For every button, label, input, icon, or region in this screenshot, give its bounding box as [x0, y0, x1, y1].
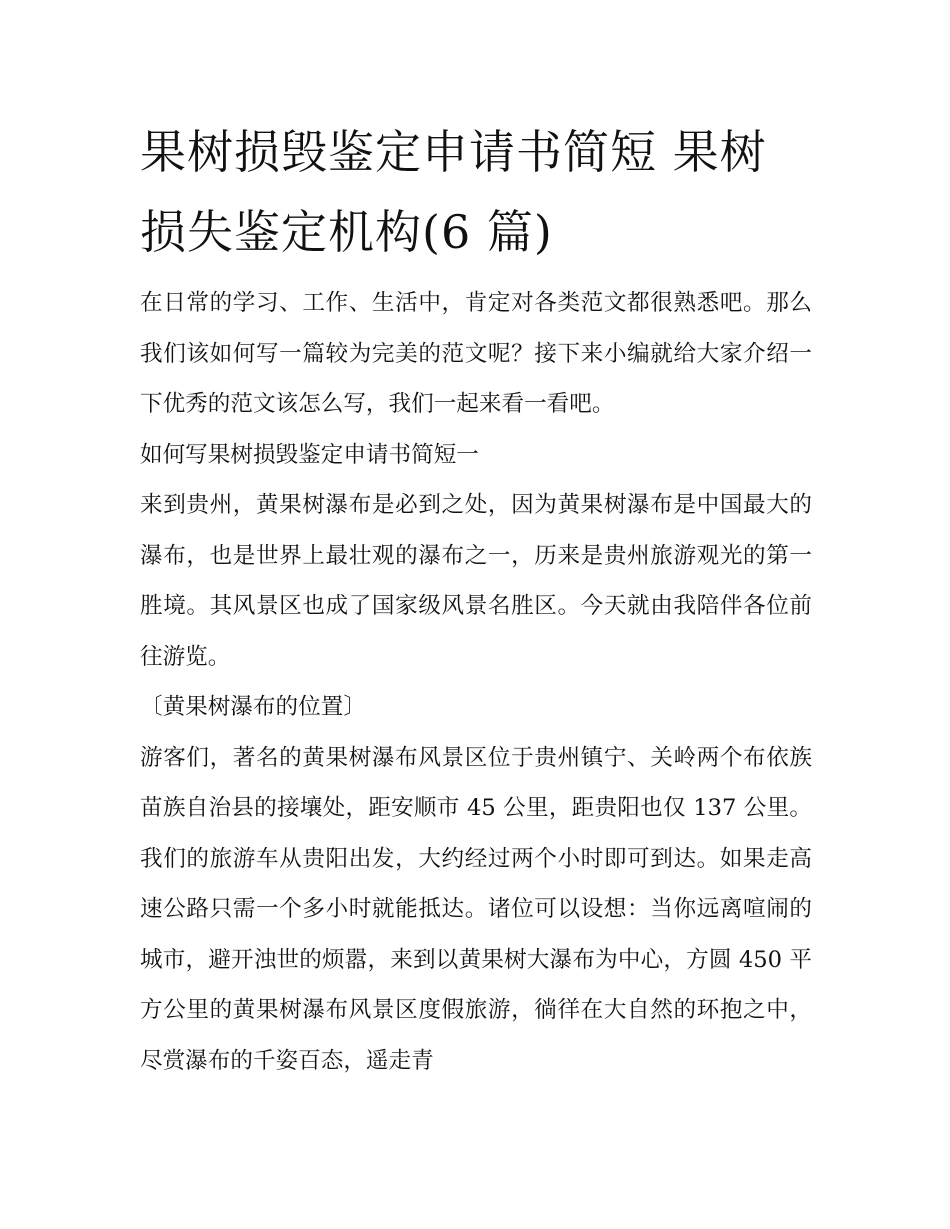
body-paragraph-1: 来到贵州，黄果树瀑布是必到之处，因为黄果树瀑布是中国最大的瀑布，也是世界上最壮观的瀑布之一，历来是贵州旅游观光的第一胜境。其风景区也成了国家级风景名胜区。今天就由我陪伴各位前往游览。: [140, 492, 812, 670]
document-title: 果树损毁鉴定申请书简短 果树损失鉴定机构(6 篇): [140, 125, 767, 259]
section-heading: 如何写果树损毁鉴定申请书简短一: [140, 441, 479, 468]
body-paragraph-2: 游客们，著名的黄果树瀑布风景区位于贵州镇宁、关岭两个布依族苗族自治县的接壤处，距安顺市 45 公里，距贵阳也仅 137 公里。我们的旅游车从贵阳出发，大约经过两个小时即可到达。如果走高速公路只需一个多小时就能抵达。诸位可以设想：当你远离喧闹的城市，避开浊世的烦嚣，来到以黄果树大瀑布为中心，方圆 450 平方公里的黄果树瀑布风景区度假旅游，徜徉在大自然的环抱之中，尽赏瀑布的千姿百态，遥走青: [140, 744, 812, 1074]
document-page: [140, 112, 812, 1086]
subheading: 〔黄果树瀑布的位置〕: [140, 694, 366, 720]
intro-paragraph: 在日常的学习、工作、生活中，肯定对各类范文都很熟悉吧。那么我们该如何写一篇较为完美的范文呢？接下来小编就给大家介绍一下优秀的范文该怎么写，我们一起来看一看吧。: [140, 290, 812, 417]
